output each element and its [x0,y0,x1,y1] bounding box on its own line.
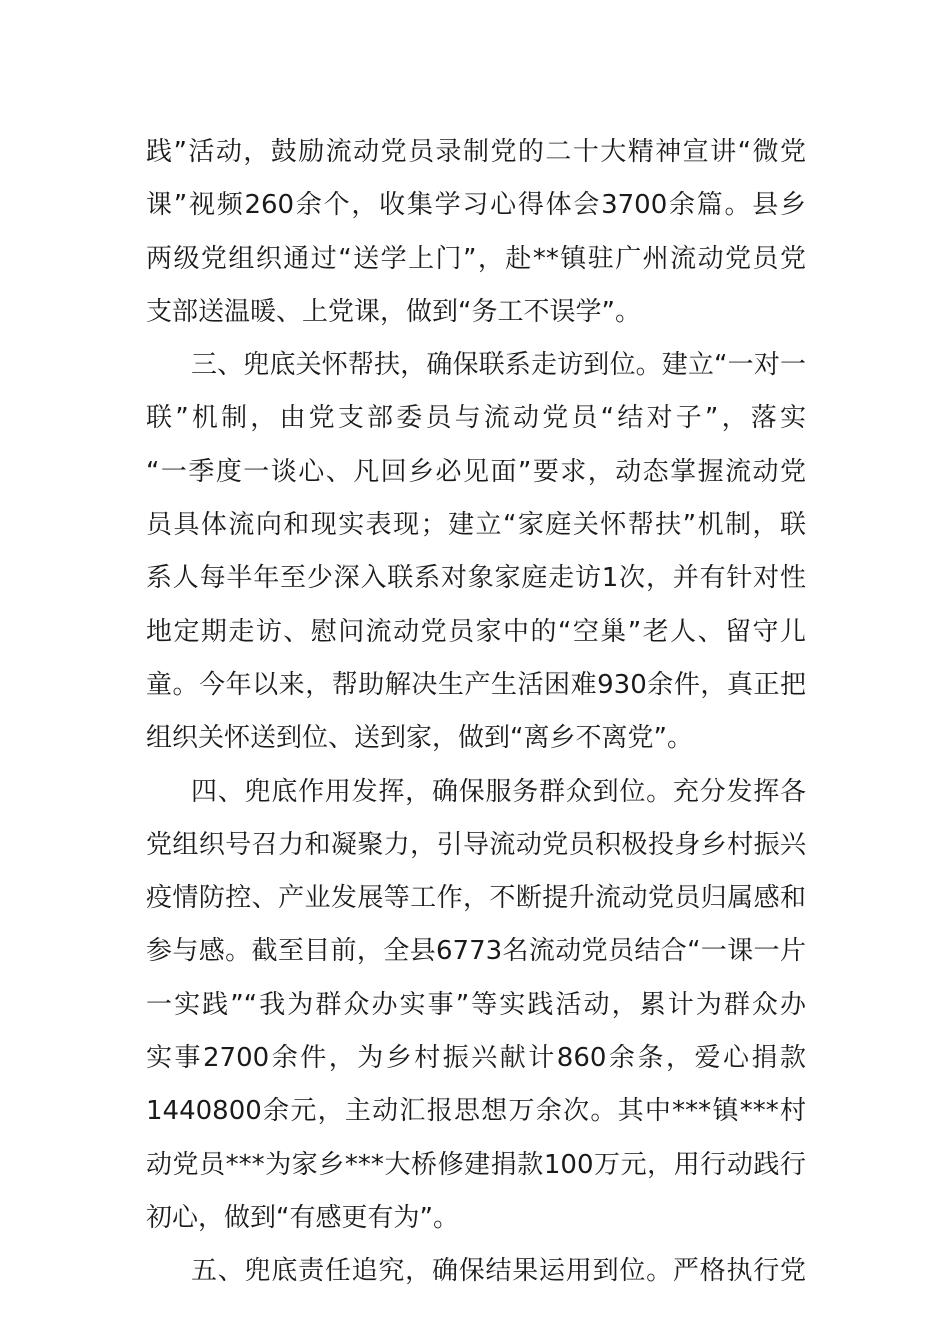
line-text: 三、兜底关怀帮扶，确保联系走访到位。建立“一对一 [191,350,806,381]
text-line [146,1032,806,1085]
body-text [146,126,806,1299]
paragraph-start-line [146,766,806,819]
text-line [146,819,806,872]
text-line [146,872,806,925]
text-line [146,392,806,445]
text-line [146,659,806,712]
text-line [146,179,806,232]
line-text: 系人每半年至少深入联系对象家庭走访1次，并有针对性 [146,563,806,594]
text-line [146,925,806,978]
line-text: 党组织号召力和凝聚力，引导流动党员积极投身乡村振兴 [146,829,806,860]
line-text: 两级党组织通过“送学上门”，赴**镇驻广州流动党员党 [146,243,806,274]
line-text: 一实践”“我为群众办实事”等实践活动，累计为群众办 [146,989,806,1020]
line-text: 联”机制，由党支部委员与流动党员“结对子”，落实 [146,403,806,434]
line-text: 1440800余元，主动汇报思想万余次。其中***镇***村 [146,1096,806,1127]
text-line [146,606,806,659]
paragraph-start-line [146,1245,806,1298]
line-text: 员具体流向和现实表现；建立“家庭关怀帮扶”机制，联 [146,510,806,541]
line-text: 五、兜底责任追究，确保结果运用到位。严格执行党 [191,1256,806,1287]
line-text: 疫情防控、产业发展等工作，不断提升流动党员归属感和 [146,883,806,914]
line-text: 实事2700余件，为乡村振兴献计860余条，爱心捐款 [146,1043,806,1074]
text-line [146,712,806,765]
text-line [146,979,806,1032]
text-line [146,286,806,339]
text-line [146,446,806,499]
line-text: 动党员***为家乡***大桥修建捐款100万元，用行动践行 [146,1149,806,1180]
line-text: 支部送温暖、上党课，做到“务工不误学”。 [146,296,641,327]
text-line [146,126,806,179]
line-text: 初心，做到“有感更有为”。 [146,1202,459,1233]
line-text: 地定期走访、慰问流动党员家中的“空巢”老人、留守儿 [146,616,806,647]
text-line [146,552,806,605]
line-text: 参与感。截至目前，全县6773名流动党员结合“一课一片 [146,936,806,967]
text-line [146,1192,806,1245]
line-text: 四、兜底作用发挥，确保服务群众到位。充分发挥各 [191,776,806,807]
text-line [146,1085,806,1138]
line-text: 课”视频260余个，收集学习心得体会3700余篇。县乡 [146,190,806,221]
paragraph-start-line [146,339,806,392]
text-line [146,233,806,286]
line-text: 组织关怀送到位、送到家，做到“离乡不离党”。 [146,723,693,754]
line-text: 童。今年以来，帮助解决生产生活困难930余件，真正把 [146,669,806,700]
line-text: 践”活动，鼓励流动党员录制党的二十大精神宣讲“微党 [146,137,806,167]
line-text: “一季度一谈心、凡回乡必见面”要求，动态掌握流动党 [146,456,806,487]
text-line [146,499,806,552]
text-line [146,1139,806,1192]
